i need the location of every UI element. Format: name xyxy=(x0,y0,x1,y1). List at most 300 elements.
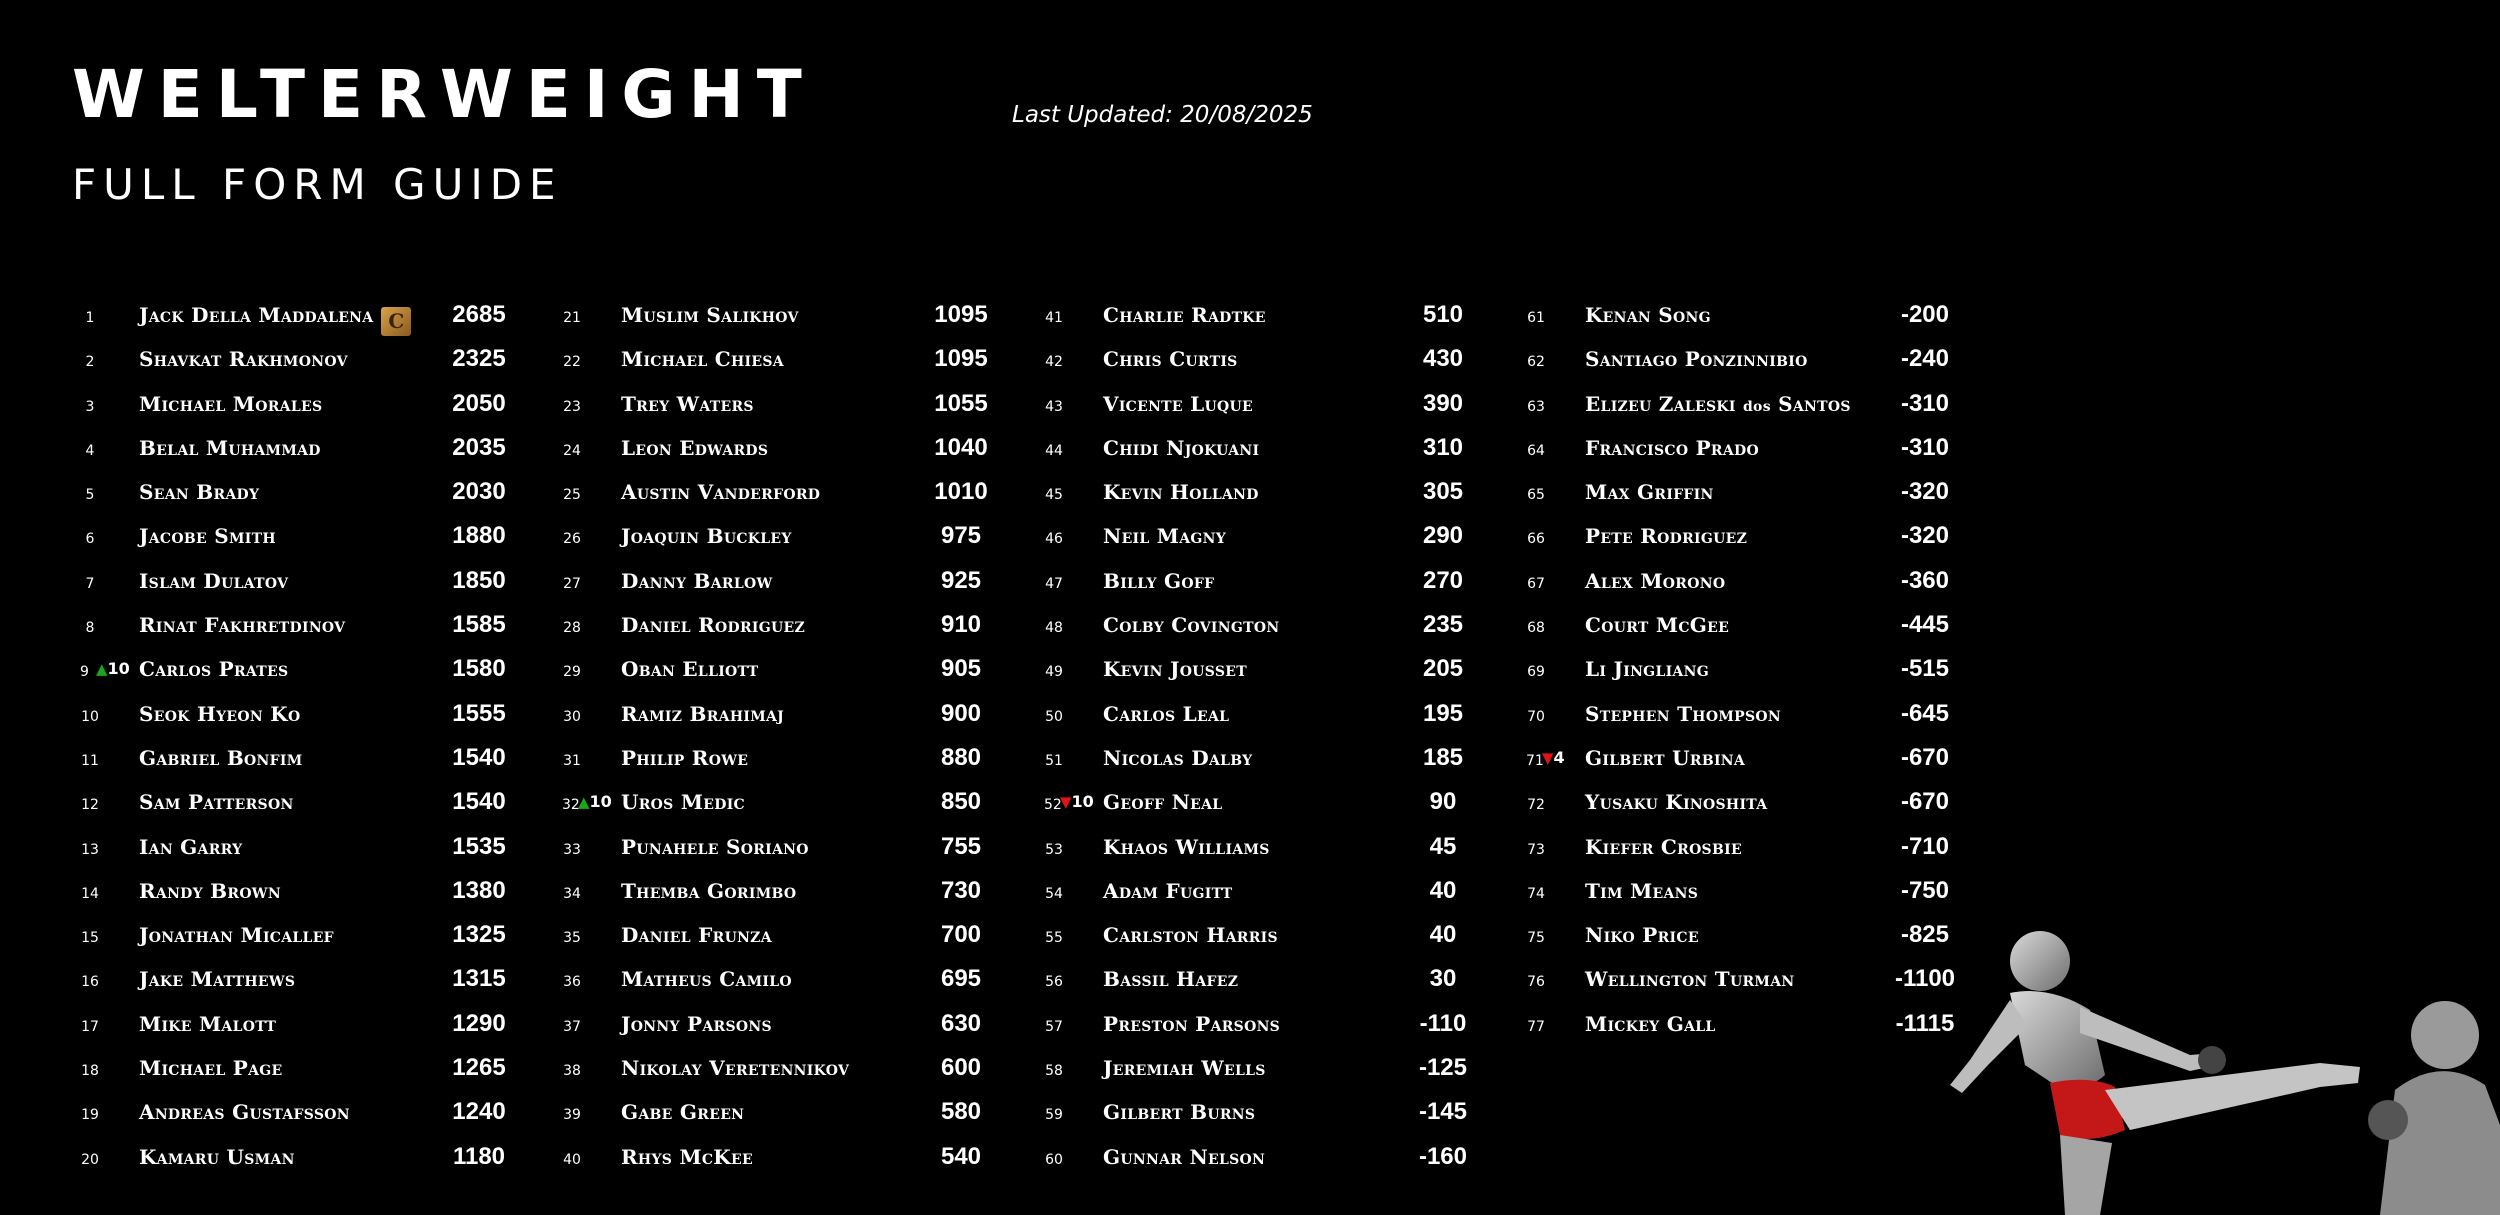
fighter-name xyxy=(1103,1056,1266,1080)
rank-number: 48 xyxy=(1045,620,1063,637)
fighter-row xyxy=(72,825,542,869)
rank-number: 72 xyxy=(1527,797,1545,814)
rank-number: 57 xyxy=(1045,1018,1063,1035)
rank-number: 43 xyxy=(1045,398,1063,415)
fighter-name xyxy=(1103,436,1259,460)
fighter-points: 1540 xyxy=(452,743,506,771)
fighter-name xyxy=(1585,524,1747,548)
fighter-row xyxy=(72,559,542,603)
fighter-row xyxy=(1036,470,1506,514)
fighter-points: -445 xyxy=(1900,611,1950,639)
fighter-name-text: Trey Waters xyxy=(621,391,754,416)
fighter-name xyxy=(621,1100,744,1124)
fighter-points: 755 xyxy=(940,832,982,860)
rank-number: 3 xyxy=(85,398,95,415)
fighter-row xyxy=(1518,869,1988,913)
fighter-name-text: Gilbert Burns xyxy=(1103,1100,1256,1125)
fighter-row xyxy=(1036,559,1506,603)
fighter-name-text: Seok Hyeon Ko xyxy=(139,701,301,726)
rank-movement xyxy=(96,661,130,677)
rank-number: 50 xyxy=(1045,708,1063,725)
fighter-name-text: Li Jingliang xyxy=(1585,657,1709,682)
fighter-row xyxy=(72,293,542,337)
fighter-name-text: Kiefer Crosbie xyxy=(1585,834,1742,859)
fighter-name-text: Jake Matthews xyxy=(139,967,296,992)
fighter-points: -110 xyxy=(1419,1009,1467,1037)
fighter-row xyxy=(554,780,1024,824)
fighter-name xyxy=(1585,657,1709,681)
fighter-name-text: Stephen Thompson xyxy=(1585,701,1781,726)
fighter-name-text: Rhys McKee xyxy=(621,1144,753,1169)
fighter-points: 235 xyxy=(1422,611,1464,639)
fighter-points: 900 xyxy=(940,699,982,727)
fighter-row xyxy=(554,382,1024,426)
fighter-points: 1040 xyxy=(934,433,988,461)
rank-number: 77 xyxy=(1527,1018,1545,1035)
fighter-points: 510 xyxy=(1422,301,1464,328)
fighter-name xyxy=(139,967,295,991)
fighter-name xyxy=(139,436,321,460)
fighter-name xyxy=(1103,569,1214,593)
rank-number: 1 xyxy=(85,310,95,326)
fighter-row xyxy=(72,426,542,470)
fighter-name-text: Daniel Frunza xyxy=(621,923,772,948)
fighter-name-text: Jack Della Maddalena xyxy=(139,303,374,327)
fighter-row xyxy=(554,736,1024,780)
fighter-name-text: Colby Covington xyxy=(1103,613,1280,638)
fighter-row xyxy=(1518,514,1988,558)
fighter-row xyxy=(554,1002,1024,1046)
fighter-name xyxy=(621,746,748,770)
fighter-points: 270 xyxy=(1422,566,1464,594)
rank-number: 6 xyxy=(85,531,95,548)
rank-number: 4 xyxy=(85,442,95,459)
rank-number: 12 xyxy=(81,797,99,814)
fighter-name xyxy=(1103,967,1238,991)
fighter-name xyxy=(1103,524,1226,548)
fighter-points: 910 xyxy=(940,611,982,639)
fighter-name xyxy=(139,1145,295,1169)
fighter-row xyxy=(1518,692,1988,736)
fighter-name xyxy=(1585,702,1781,726)
fighter-name xyxy=(621,1012,772,1036)
fighter-row xyxy=(1036,426,1506,470)
fighter-name xyxy=(1103,480,1259,504)
rank-number: 44 xyxy=(1045,442,1063,459)
rank-number: 14 xyxy=(81,885,99,902)
fighter-row xyxy=(72,736,542,780)
fighter-name-text: Court McGee xyxy=(1585,613,1730,638)
fighter-points: -145 xyxy=(1418,1098,1468,1126)
rank-number: 37 xyxy=(563,1018,581,1035)
fighter-points: -240 xyxy=(1900,345,1950,373)
fighter-points: 185 xyxy=(1422,743,1464,771)
fighter-points: -670 xyxy=(1900,788,1950,816)
fighter-name xyxy=(621,1145,753,1169)
fighter-points: -310 xyxy=(1900,433,1950,461)
rank-number: 71 xyxy=(1526,752,1544,769)
fighter-row xyxy=(72,514,542,558)
fighter-name xyxy=(1585,746,1745,770)
fighter-name-text: Jacobe Smith xyxy=(139,524,276,549)
fighter-row xyxy=(72,957,542,1001)
fighter-name xyxy=(1103,657,1247,681)
rank-number: 9 xyxy=(80,664,89,681)
fighter-name-text: Geoff Neal xyxy=(1103,790,1223,815)
fighter-name xyxy=(139,392,322,416)
fighter-points: 390 xyxy=(1422,389,1464,417)
fighter-row xyxy=(1036,869,1506,913)
fighter-points: 40 xyxy=(1429,921,1457,949)
rank-number: 31 xyxy=(563,752,581,769)
rank-number: 19 xyxy=(81,1107,99,1124)
fighter-points: 1240 xyxy=(452,1098,506,1126)
fighter-name-text: Bassil Hafez xyxy=(1103,967,1239,992)
fighter-name xyxy=(139,480,259,504)
fighter-name xyxy=(139,835,242,859)
rank-number: 28 xyxy=(563,620,581,637)
fighter-name-text: Santiago Ponzinnibio xyxy=(1585,347,1808,372)
fighter-points: 925 xyxy=(940,566,982,594)
rank-number: 10 xyxy=(81,708,99,725)
rank-number: 26 xyxy=(563,531,581,548)
fighter-name-text: Kevin Jousset xyxy=(1103,657,1247,682)
fighter-name xyxy=(139,879,281,903)
fighter-points: -825 xyxy=(1900,921,1950,949)
fighter-name-text: Daniel Rodriguez xyxy=(621,613,806,638)
rank-number: 69 xyxy=(1527,664,1545,681)
fighter-name-text: Nicolas Dalby xyxy=(1103,745,1253,770)
fighter-row xyxy=(554,470,1024,514)
rank-number: 39 xyxy=(563,1107,581,1124)
fighter-name xyxy=(621,392,754,416)
fighter-points: 1555 xyxy=(452,699,506,727)
fighter-name xyxy=(621,835,809,859)
fighter-row xyxy=(1518,736,1988,780)
fighter-name xyxy=(1103,1145,1265,1169)
rankings-column-2 xyxy=(554,293,1024,1179)
fighter-row xyxy=(1036,957,1506,1001)
fighter-name-text: Gunnar Nelson xyxy=(1103,1144,1266,1169)
fighter-name-text: Billy Goff xyxy=(1103,568,1215,593)
fighter-row xyxy=(554,603,1024,647)
rank-number: 61 xyxy=(1527,310,1545,326)
fighter-row xyxy=(1036,337,1506,381)
fighter-name-text: Randy Brown xyxy=(139,878,281,903)
fighter-row xyxy=(1036,825,1506,869)
fighter-name-text: Preston Parsons xyxy=(1103,1011,1281,1036)
fighter-row xyxy=(554,957,1024,1001)
rank-number: 17 xyxy=(81,1018,99,1035)
fighter-points: 540 xyxy=(940,1142,982,1170)
fighter-row xyxy=(1036,913,1506,957)
fighter-name-text: Chris Curtis xyxy=(1103,347,1238,372)
fighter-name xyxy=(1585,347,1808,371)
fighter-name-text: Themba Gorimbo xyxy=(621,878,797,903)
fighter-name-text: Yusaku Kinoshita xyxy=(1585,790,1768,815)
fighter-name xyxy=(621,702,784,726)
fighter-name-text: Austin Vanderford xyxy=(621,480,821,505)
fighter-name xyxy=(1585,879,1698,903)
rank-number: 41 xyxy=(1045,310,1063,326)
rank-number: 34 xyxy=(563,885,581,902)
fighter-points: 1580 xyxy=(452,655,506,683)
fighter-row xyxy=(1036,1046,1506,1090)
fighter-points: 305 xyxy=(1422,478,1464,506)
fighter-row xyxy=(72,470,542,514)
fighter-name-text: Michael Chiesa xyxy=(621,347,784,372)
fighter-row xyxy=(1518,293,1988,337)
fighter-row xyxy=(554,1046,1024,1090)
fighter-name xyxy=(139,613,345,637)
rank-number: 75 xyxy=(1527,930,1545,947)
fighter-name xyxy=(139,303,411,336)
fighter-row xyxy=(1518,382,1988,426)
fighter-name xyxy=(1585,835,1742,859)
fighter-name xyxy=(139,1012,276,1036)
fighter-row xyxy=(72,1046,542,1090)
fighter-row xyxy=(1518,603,1988,647)
rank-number: 56 xyxy=(1045,974,1063,991)
rank-number: 32 xyxy=(562,797,580,814)
fighter-points: -710 xyxy=(1900,832,1950,860)
fighter-name xyxy=(1103,790,1222,814)
fighter-name xyxy=(1585,1012,1716,1036)
fighter-name-text: Michael Page xyxy=(139,1056,283,1081)
fighter-name-text: Punahele Soriano xyxy=(621,834,809,859)
fighter-name xyxy=(1585,923,1699,947)
rank-number: 63 xyxy=(1527,398,1545,415)
fighter-points: -1115 xyxy=(1895,1009,1955,1037)
rank-number: 64 xyxy=(1527,442,1545,459)
fighter-points: 290 xyxy=(1422,522,1464,550)
fighter-name xyxy=(1103,303,1266,327)
arrow-down-icon: ▼ xyxy=(1542,748,1554,767)
fighter-row xyxy=(1036,1135,1506,1179)
fighter-name-text: Ian Garry xyxy=(139,834,243,859)
fighter-row xyxy=(72,1135,542,1179)
fighter-points: -160 xyxy=(1418,1142,1468,1170)
fighter-points: 1095 xyxy=(934,301,988,328)
rank-number: 62 xyxy=(1527,354,1545,371)
fighter-name xyxy=(139,657,288,681)
fighter-name-tail: Santos xyxy=(1778,391,1851,416)
rank-number: 16 xyxy=(81,974,99,991)
rank-number: 66 xyxy=(1527,531,1545,548)
fighter-points: 30 xyxy=(1429,965,1457,993)
rank-number: 55 xyxy=(1045,930,1063,947)
fighter-row xyxy=(554,337,1024,381)
rank-change-value: 10 xyxy=(1071,792,1094,812)
fighter-points: 1850 xyxy=(452,566,506,594)
fighter-name-text: Mickey Gall xyxy=(1585,1011,1716,1036)
fighter-name-text: Tim Means xyxy=(1585,878,1699,903)
rank-number: 11 xyxy=(81,752,99,769)
fighter-points: 310 xyxy=(1422,433,1464,461)
fighter-points: 1180 xyxy=(452,1142,506,1170)
fighter-name-text: Neil Magny xyxy=(1103,524,1227,549)
fighter-name xyxy=(1103,1012,1280,1036)
fighter-name xyxy=(1103,835,1270,859)
rank-number: 46 xyxy=(1045,531,1063,548)
fighter-name-text: Wellington Turman xyxy=(1585,967,1795,992)
fighter-points: 45 xyxy=(1429,832,1457,860)
fighter-name-text: Mike Malott xyxy=(139,1011,277,1036)
fighter-name-text: Muslim Salikhov xyxy=(621,303,799,327)
fighter-row xyxy=(554,293,1024,337)
fighter-name xyxy=(139,746,303,770)
fighter-points: 975 xyxy=(940,522,982,550)
fighter-points: 695 xyxy=(940,965,982,993)
fighter-name xyxy=(139,347,348,371)
fighter-row xyxy=(554,426,1024,470)
fighter-name xyxy=(1585,613,1729,637)
fighter-name xyxy=(1585,790,1767,814)
fighter-name-text: Carlos Leal xyxy=(1103,701,1230,726)
fighter-name-text: Niko Price xyxy=(1585,923,1699,948)
fighter-points: 1880 xyxy=(452,522,506,550)
fighter-points: 2035 xyxy=(452,433,506,461)
fighter-points: -310 xyxy=(1900,389,1950,417)
rank-number: 2 xyxy=(85,354,95,371)
fighter-name-text: Alex Morono xyxy=(1585,568,1726,593)
fighter-name-text: Gabe Green xyxy=(621,1100,745,1125)
fighter-name xyxy=(1103,613,1279,637)
champion-badge-icon: C xyxy=(381,307,411,336)
rank-number: 36 xyxy=(563,974,581,991)
fighter-row xyxy=(72,337,542,381)
fighter-points: 580 xyxy=(940,1098,982,1126)
fighter-name xyxy=(139,1056,283,1080)
fighter-name xyxy=(139,702,300,726)
rank-number: 58 xyxy=(1045,1063,1063,1080)
fighter-points: 730 xyxy=(940,876,982,904)
last-updated-text: Last Updated: 20/08/2025 xyxy=(1012,102,1313,128)
fighter-name-text: Michael Morales xyxy=(139,391,323,416)
fighter-row xyxy=(1518,470,1988,514)
fighter-points: 40 xyxy=(1429,876,1457,904)
fighter-points: 600 xyxy=(940,1054,982,1082)
fighter-name xyxy=(621,347,784,371)
fighter-name xyxy=(621,480,820,504)
fighter-row xyxy=(1036,603,1506,647)
fighter-name-text: Pete Rodriguez xyxy=(1585,524,1748,549)
fighter-row xyxy=(1518,957,1988,1001)
fighter-row xyxy=(1518,825,1988,869)
fighter-row xyxy=(1036,293,1506,337)
fighter-name xyxy=(621,923,772,947)
fighter-row xyxy=(72,1002,542,1046)
fighter-points: -125 xyxy=(1418,1054,1468,1082)
fighter-name xyxy=(621,303,799,327)
fighter-kick-illustration xyxy=(1940,915,2500,1215)
fighter-points: -320 xyxy=(1900,478,1950,506)
fighter-name xyxy=(139,569,288,593)
fighter-name xyxy=(1585,967,1794,991)
fighter-row xyxy=(554,1135,1024,1179)
fighter-row xyxy=(72,780,542,824)
fighter-points: 1315 xyxy=(452,965,506,993)
fighter-name-text: Andreas Gustafsson xyxy=(139,1100,350,1125)
fighter-points: 1055 xyxy=(934,389,988,417)
rank-number: 15 xyxy=(81,930,99,947)
fighter-name-text: Uros Medic xyxy=(621,790,745,815)
fighter-name-text: Philip Rowe xyxy=(621,745,749,770)
rank-number: 60 xyxy=(1045,1151,1063,1168)
fighter-points: -670 xyxy=(1900,743,1950,771)
fighter-name-text: Charlie Radtke xyxy=(1103,303,1266,327)
fighter-row xyxy=(1036,736,1506,780)
fighter-name-text: Jonathan Micallef xyxy=(139,923,334,948)
rank-number: 20 xyxy=(81,1151,99,1168)
fighter-points: 195 xyxy=(1422,699,1464,727)
fighter-points: -200 xyxy=(1900,301,1950,328)
fighter-row xyxy=(554,559,1024,603)
fighter-name xyxy=(1585,303,1711,327)
rank-number: 54 xyxy=(1045,885,1063,902)
fighter-name xyxy=(1585,392,1851,416)
rankings-column-1 xyxy=(72,293,542,1179)
fighter-points: 850 xyxy=(940,788,982,816)
fighter-points: -320 xyxy=(1900,522,1950,550)
fighter-row xyxy=(1036,382,1506,426)
fighter-name-text: Shavkat Rakhmonov xyxy=(139,347,348,372)
fighter-points: 430 xyxy=(1422,345,1464,373)
fighter-points: 905 xyxy=(940,655,982,683)
fighter-points: 2685 xyxy=(452,301,506,328)
fighter-name xyxy=(139,790,294,814)
rank-number: 42 xyxy=(1045,354,1063,371)
rank-number: 53 xyxy=(1045,841,1063,858)
fighter-name-text: Adam Fugitt xyxy=(1103,878,1233,903)
rank-number: 7 xyxy=(85,575,95,592)
fighter-name xyxy=(139,1100,350,1124)
fighter-name-text: Carlston Harris xyxy=(1103,923,1278,948)
rank-number: 68 xyxy=(1527,620,1545,637)
rank-number: 52 xyxy=(1044,797,1062,814)
fighter-points: 2325 xyxy=(452,345,506,373)
fighter-name xyxy=(621,967,792,991)
fighter-points: 1095 xyxy=(934,345,988,373)
rank-number: 67 xyxy=(1527,575,1545,592)
rank-number: 5 xyxy=(85,487,95,504)
fighter-row xyxy=(1518,337,1988,381)
fighter-name-text: Carlos Prates xyxy=(139,657,289,682)
fighter-row xyxy=(554,647,1024,691)
fighter-points: 90 xyxy=(1429,788,1457,816)
arrow-up-icon: ▲ xyxy=(578,793,590,812)
rank-change-value: 10 xyxy=(589,792,612,812)
rank-movement xyxy=(578,794,612,810)
fighter-name xyxy=(1103,923,1278,947)
fighter-name xyxy=(621,1056,849,1080)
fighter-name xyxy=(621,790,745,814)
page-subtitle: FULL FORM GUIDE xyxy=(72,160,563,209)
fighter-name-text: Danny Barlow xyxy=(621,568,773,593)
rank-number: 23 xyxy=(563,398,581,415)
rank-number: 47 xyxy=(1045,575,1063,592)
fighter-row xyxy=(554,1090,1024,1134)
fighter-row xyxy=(1036,1002,1506,1046)
fighter-points: 1380 xyxy=(452,876,506,904)
fighter-row xyxy=(72,1090,542,1134)
rank-number: 35 xyxy=(563,930,581,947)
rank-number: 49 xyxy=(1045,664,1063,681)
fighter-row xyxy=(1036,514,1506,558)
arrow-down-icon: ▼ xyxy=(1060,793,1072,812)
fighter-name-text: Vicente Luque xyxy=(1103,391,1253,416)
rank-number: 76 xyxy=(1527,974,1545,991)
